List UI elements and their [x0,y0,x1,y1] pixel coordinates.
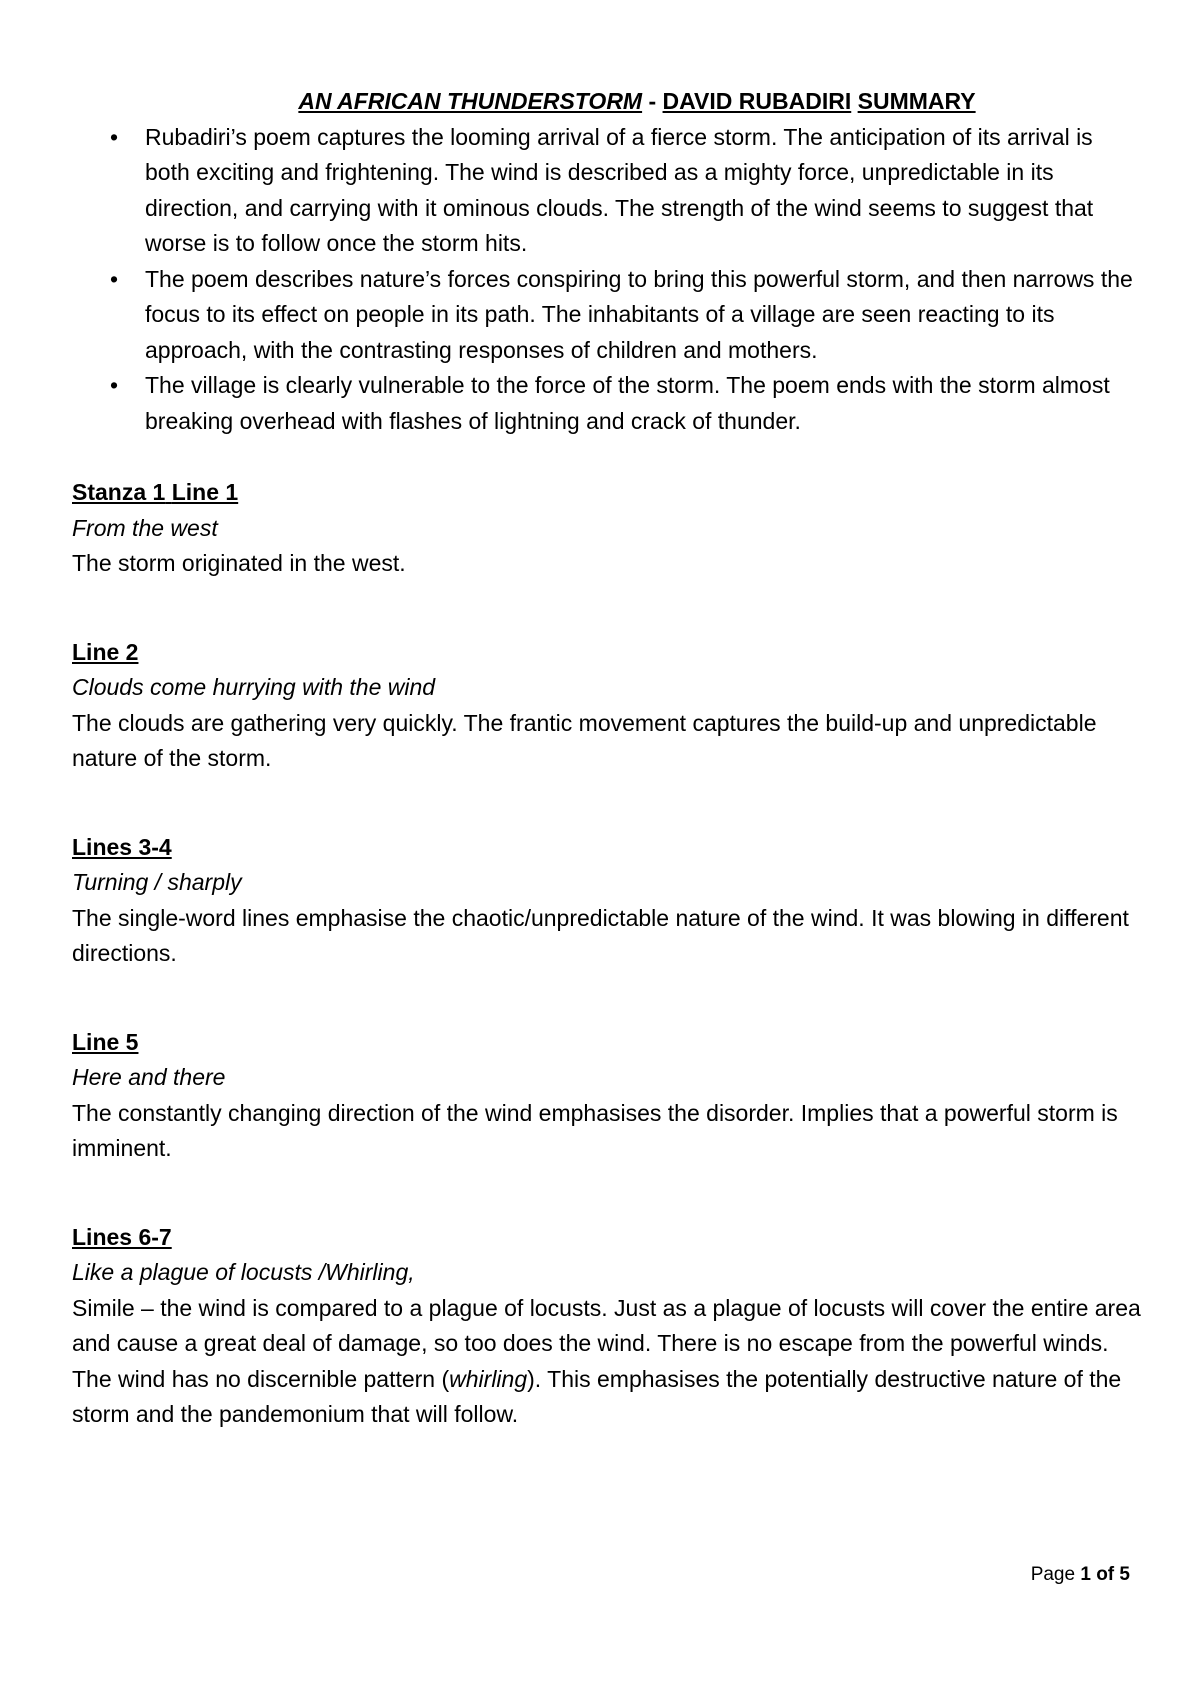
section-heading: Lines 6-7 [72,1223,172,1250]
bullet-icon: • [110,265,119,292]
section-quote: Clouds come hurrying with the wind [72,674,436,700]
summary-bullet [72,120,1142,262]
section-heading: Lines 3-4 [72,833,172,860]
bullet-icon: • [110,123,119,150]
section-text: The single-word lines emphasise the chaotic/unpredictable nature of the wind. It was blowing in different directions. [72,904,1129,966]
section-heading-line: Line 1 [171,479,239,505]
document-title [72,84,1142,120]
section-heading [72,475,1142,511]
title-poem-name: AN AFRICAN THUNDERSTORM [298,88,643,114]
section-line5 [72,1025,1142,1167]
page-current: 1 [1080,1564,1091,1585]
section-quote: Here and there [72,1064,226,1090]
summary-bullet-text: The poem describes nature’s forces conspiring to bring this powerful storm, and then narrows the focus to its effect on people in its path. The inhabitants of a village are seen reacting to its approach, with the contrasting responses of children and mothers. [145,265,1133,363]
section-text-emphasis: whirling [449,1365,528,1392]
section-text [72,1291,1142,1433]
section-text: The storm originated in the west. [72,550,406,576]
section-line2 [72,635,1142,777]
page-total: 5 [1119,1564,1130,1585]
section-heading: Line 5 [72,1028,139,1055]
section-quote: Like a plague of locusts /Whirling, [72,1259,415,1285]
section-text-part: Simile – the wind is compared to a plague of locusts. Just as a plague of locusts will cover the entire area and cause a great deal of damage, so too does the wind. There is no escape from the powerful winds. The wind has no discernible pattern ( [72,1294,1141,1392]
section-heading: Line 2 [72,638,139,665]
section-lines6-7 [72,1220,1142,1433]
section-stanza1-line1 [72,475,1142,582]
section-text: The constantly changing direction of the wind emphasises the disorder. Implies that a powerful storm is imminent. [72,1099,1118,1161]
summary-bullet [72,262,1142,369]
summary-bullet [72,368,1142,439]
page-number-footer [1031,1564,1130,1586]
summary-bullet-text: Rubadiri’s poem captures the looming arrival of a fierce storm. The anticipation of its arrival is both exciting and frightening. The wind is described as a mighty force, unpredictable in its direction, and carrying with it ominous clouds. The strength of the wind seems to suggest that worse is to follow once the storm hits. [145,123,1094,256]
section-lines3-4 [72,830,1142,972]
page-label: Page [1030,1564,1076,1585]
title-author: DAVID RUBADIRI [662,88,852,114]
section-quote: Turning / sharply [72,869,242,895]
section-text-part: ). This emphasises the potentially destructive nature of the storm and the pandemonium that will follow. [72,1365,1122,1427]
title-summary: SUMMARY [857,88,976,114]
bullet-icon: • [110,372,119,398]
title-separator: - [642,88,663,114]
summary-bullet-text: The village is clearly vulnerable to the force of the storm. The poem ends with the storm almost breaking overhead with flashes of lightning and crack of thunder. [145,372,1110,434]
section-text: The clouds are gathering very quickly. The frantic movement captures the build-up and unpredictable nature of the storm. [72,709,1097,771]
document-body [72,84,1142,1433]
section-heading-stanza: Stanza 1 [72,479,166,505]
page-of-label: of [1096,1564,1115,1585]
summary-bullet-list [72,120,1142,440]
section-quote: From the west [72,514,218,541]
